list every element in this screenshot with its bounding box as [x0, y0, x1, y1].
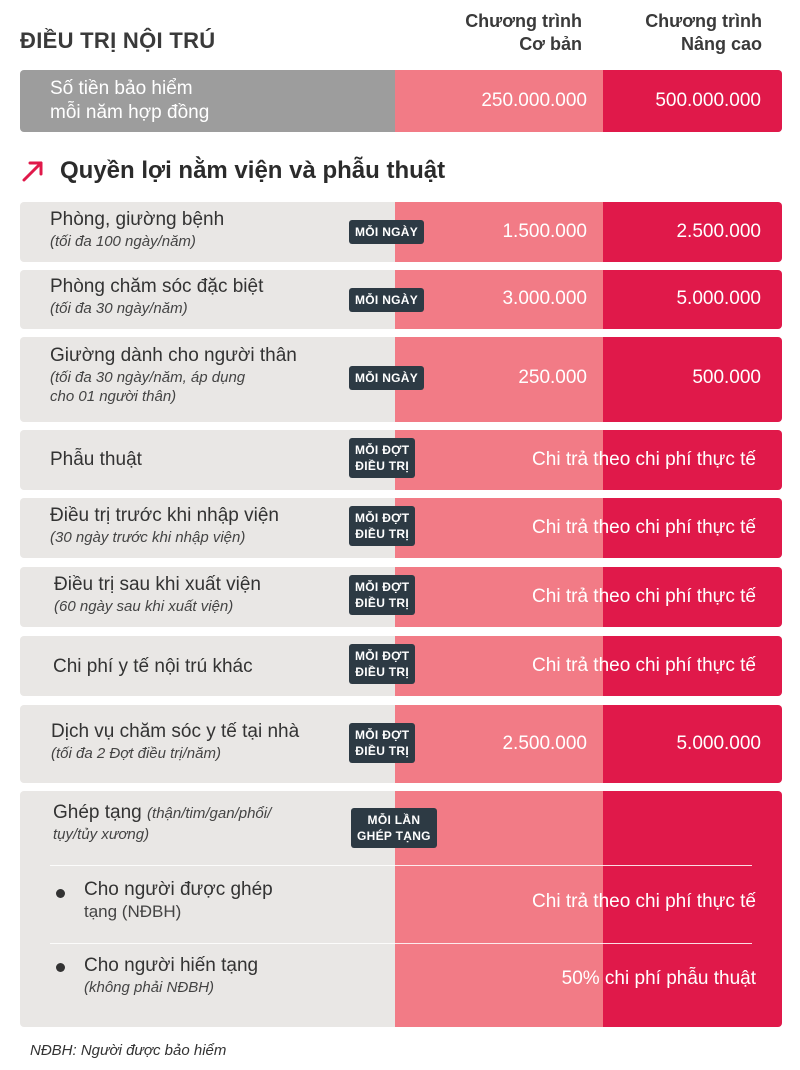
benefit-label-main: Điều trị sau khi xuất viện — [54, 574, 261, 595]
badge-text: MỖI NGÀY — [355, 225, 419, 239]
benefit-label-note: (tối đa 30 ngày/năm) — [50, 300, 188, 317]
benefit-label-note: (30 ngày trước khi nhập viện) — [50, 529, 246, 546]
benefit-label — [50, 208, 224, 251]
benefit-label-note: (tối đa 2 Đợt điều trị/năm) — [51, 745, 221, 762]
benefit-row-other-inpatient — [20, 636, 782, 696]
benefit-label-main: Phòng chăm sóc đặc biệt — [50, 276, 264, 297]
bullet-icon — [56, 889, 65, 898]
advanced-value: 500.000 — [692, 367, 761, 388]
benefit-label — [54, 573, 261, 616]
row-divider — [50, 865, 752, 866]
badge-text-line1: MỖI ĐỢT — [355, 649, 410, 663]
column-header-advanced-line2: Nâng cao — [680, 34, 762, 54]
benefit-row-pre-hospital — [20, 498, 782, 558]
benefit-row-post-hospital — [20, 567, 782, 627]
per-treatment-badge — [349, 723, 415, 763]
sum-insured-row — [20, 70, 782, 132]
transplant-label — [53, 801, 271, 844]
donor-label-line1: Cho người hiến tạng — [84, 955, 259, 976]
benefit-row-surgery — [20, 430, 782, 490]
arrow-up-right-icon — [20, 158, 46, 184]
column-header-advanced — [645, 10, 762, 56]
badge-text-line1: MỖI ĐỢT — [355, 511, 410, 525]
benefit-label-main: Phẫu thuật — [50, 449, 142, 470]
donor-value: 50% chi phí phẫu thuật — [561, 968, 756, 989]
section-title: Quyền lợi nằm viện và phẫu thuật — [60, 157, 446, 184]
benefit-label-note: (60 ngày sau khi xuất viện) — [54, 598, 234, 615]
benefit-label — [53, 655, 253, 679]
badge-text-line1: MỖI ĐỢT — [355, 728, 410, 742]
per-transplant-badge — [351, 808, 437, 848]
benefit-row-room — [20, 202, 782, 262]
per-treatment-badge — [349, 575, 415, 615]
sum-insured-basic: 250.000.000 — [481, 90, 587, 111]
basic-value: 3.000.000 — [502, 288, 587, 309]
recipient-label-line1: Cho người được ghép — [84, 879, 273, 900]
section-heading — [20, 156, 445, 186]
benefit-label — [50, 504, 279, 547]
benefit-label-main: Giường dành cho người thân — [50, 345, 297, 366]
per-treatment-badge — [349, 506, 415, 546]
benefit-label — [50, 275, 263, 318]
badge-text-line2: ĐIỀU TRỊ — [355, 665, 410, 679]
benefit-label-main: Dịch vụ chăm sóc y tế tại nhà — [51, 721, 300, 742]
actual-cost-value: Chi trả theo chi phí thực tế — [532, 655, 756, 676]
benefit-label-note-line2: cho 01 người thân) — [50, 388, 177, 405]
badge-text-line2: ĐIỀU TRỊ — [355, 744, 410, 758]
benefit-label-note-line1: (tối đa 30 ngày/năm, áp dụng — [50, 369, 246, 386]
transplant-label-organs: (thận/tim/gan/phổi/ — [147, 805, 272, 822]
badge-text: MỖI NGÀY — [355, 371, 419, 385]
benefit-label — [50, 448, 142, 472]
page-title: ĐIỀU TRỊ NỘI TRÚ — [20, 28, 216, 53]
per-day-badge — [349, 220, 424, 244]
sum-insured-advanced: 500.000.000 — [655, 90, 761, 111]
sum-insured-label-line1: Số tiền bảo hiểm — [50, 78, 193, 99]
badge-text-line1: MỖI ĐỢT — [355, 580, 410, 594]
column-header-basic-line2: Cơ bản — [519, 34, 582, 54]
actual-cost-value: Chi trả theo chi phí thực tế — [532, 517, 756, 538]
benefit-row-companion-bed — [20, 337, 782, 422]
badge-text: MỖI NGÀY — [355, 293, 419, 307]
transplant-label-main: Ghép tạng — [53, 802, 142, 823]
per-day-badge — [349, 288, 424, 312]
advanced-value: 5.000.000 — [676, 733, 761, 754]
benefit-label — [51, 720, 299, 763]
advanced-value: 2.500.000 — [676, 221, 761, 242]
advanced-value: 5.000.000 — [676, 288, 761, 309]
column-header-basic — [465, 10, 582, 56]
badge-text-line2: ĐIỀU TRỊ — [355, 527, 410, 541]
basic-value: 2.500.000 — [502, 733, 587, 754]
benefit-label-note: (tối đa 100 ngày/năm) — [50, 233, 196, 250]
benefit-row-transplant — [20, 791, 782, 1027]
benefit-row-home-care — [20, 705, 782, 783]
donor-label-line2: (không phải NĐBH) — [84, 979, 215, 996]
badge-text-line2: ĐIỀU TRỊ — [355, 596, 410, 610]
sum-insured-label-line2: mỗi năm hợp đồng — [50, 102, 210, 123]
per-treatment-badge — [349, 438, 415, 478]
badge-text-line1: MỖI LẦN — [367, 813, 421, 827]
per-day-badge — [349, 366, 424, 390]
badge-text-line2: GHÉP TẠNG — [357, 829, 431, 843]
bullet-icon — [56, 963, 65, 972]
transplant-item-recipient — [84, 878, 273, 921]
row-divider — [50, 943, 752, 944]
footnote: NĐBH: Người được bảo hiểm — [30, 1042, 227, 1059]
transplant-label-organs-line2: tụy/tủy xương) — [53, 826, 150, 843]
badge-text-line2: ĐIỀU TRỊ — [355, 459, 410, 473]
actual-cost-value: Chi trả theo chi phí thực tế — [532, 449, 756, 470]
badge-text-line1: MỖI ĐỢT — [355, 443, 410, 457]
sum-insured-label — [50, 77, 209, 125]
benefit-row-icu — [20, 270, 782, 329]
per-treatment-badge — [349, 644, 415, 684]
benefit-label-main: Điều trị trước khi nhập viện — [50, 505, 279, 526]
actual-cost-value: Chi trả theo chi phí thực tế — [532, 586, 756, 607]
recipient-value: Chi trả theo chi phí thực tế — [532, 891, 756, 912]
transplant-item-donor — [84, 954, 258, 997]
basic-value: 250.000 — [518, 367, 587, 388]
benefit-label-main: Phòng, giường bệnh — [50, 209, 225, 230]
basic-value: 1.500.000 — [502, 221, 587, 242]
benefit-label-main: Chi phí y tế nội trú khác — [53, 656, 253, 677]
column-header-basic-line1: Chương trình — [465, 11, 582, 31]
benefit-label — [50, 344, 297, 406]
recipient-label-line2: tạng (NĐBH) — [84, 902, 182, 921]
column-header-advanced-line1: Chương trình — [645, 11, 762, 31]
